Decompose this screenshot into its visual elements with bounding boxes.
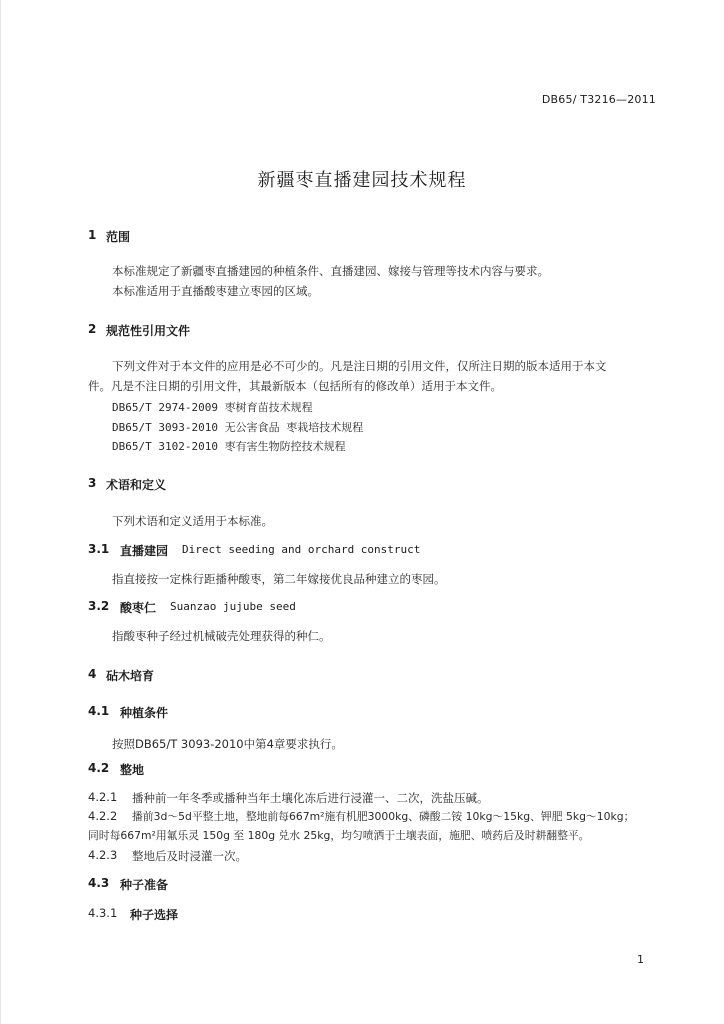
section-4-heading: 砧木培育 xyxy=(106,669,155,683)
clause-4-2-1-text: 播种前一年冬季或播种当年土壤化冻后进行浸灌一、二次，洗盐压碱。 xyxy=(132,791,489,805)
section-4-1-number: 4.1 xyxy=(88,704,110,718)
term-3-2-name: 酸枣仁 xyxy=(120,601,157,615)
section-2-heading: 规范性引用文件 xyxy=(106,324,191,338)
section-4-3-number: 4.3 xyxy=(88,876,110,890)
section-4-3-heading: 种子准备 xyxy=(120,878,169,892)
document-title: 新疆枣直播建园技术规程 xyxy=(257,170,467,191)
section-2-para-1b: 件。凡是不注日期的引用文件，其最新版本（包括所有的修改单）适用于本文件。 xyxy=(88,379,502,393)
clause-4-2-3-text: 整地后及时浸灌一次。 xyxy=(132,849,247,863)
reference-item: DB65/T 2974-2009 枣树育苗技术规程 xyxy=(112,401,313,414)
term-3-1-name: 直播建园 xyxy=(120,544,169,558)
section-4-2-heading: 整地 xyxy=(120,763,145,777)
section-4-1-para: 按照DB65/T 3093-2010中第4章要求执行。 xyxy=(112,737,343,751)
term-3-1-english: Direct seeding and orchard construct xyxy=(182,543,421,556)
reference-item: DB65/T 3102-2010 枣有害生物防控技术规程 xyxy=(112,440,346,453)
term-3-2-number: 3.2 xyxy=(88,599,110,613)
clause-4-2-2-number: 4.2.2 xyxy=(88,809,118,823)
clause-4-2-2-text-b: 同时每667m²用氟乐灵 150g 至 180g 兑水 25kg，均匀喷洒于土壤表面，施肥、喷药后及时耕翻整平。 xyxy=(88,829,590,842)
clause-4-3-1-heading: 种子选择 xyxy=(130,908,179,922)
clause-4-2-1-number: 4.2.1 xyxy=(88,790,118,804)
section-1-heading: 范围 xyxy=(106,230,131,244)
scan-edge xyxy=(0,0,1,1024)
clause-4-3-1-number: 4.3.1 xyxy=(88,906,118,920)
document-code: DB65/ T3216—2011 xyxy=(541,93,656,106)
section-4-2-number: 4.2 xyxy=(88,761,110,775)
clause-4-2-2-text-a: 播前3d～5d平整土地，整地前每667m²施有机肥3000kg、磷酸二铵 10kg～15kg、钾肥 5kg～10kg； xyxy=(132,810,635,823)
term-3-1-number: 3.1 xyxy=(88,542,110,556)
clause-4-2-3-number: 4.2.3 xyxy=(88,848,118,862)
reference-item: DB65/T 3093-2010 无公害食品 枣栽培技术规程 xyxy=(112,421,364,434)
term-3-2-english: Suanzao jujube seed xyxy=(170,600,296,613)
section-1-number: 1 xyxy=(88,228,97,242)
term-3-1-definition: 指直接按一定株行距播种酸枣，第二年嫁接优良品种建立的枣园。 xyxy=(112,572,446,586)
section-2-number: 2 xyxy=(88,322,97,336)
section-4-1-heading: 种植条件 xyxy=(120,706,169,720)
section-4-number: 4 xyxy=(88,667,97,681)
section-1-para-1: 本标准规定了新疆枣直播建园的种植条件、直播建园、嫁接与管理等技术内容与要求。 xyxy=(112,264,549,278)
section-3-para-1: 下列术语和定义适用于本标准。 xyxy=(112,514,273,528)
section-1-para-2: 本标准适用于直播酸枣建立枣园的区域。 xyxy=(112,284,319,298)
page-number: 1 xyxy=(637,953,644,966)
section-3-number: 3 xyxy=(88,476,97,490)
section-2-para-1a: 下列文件对于本文件的应用是必不可少的。凡是注日期的引用文件，仅所注日期的版本适用于本文 xyxy=(112,359,607,373)
term-3-2-definition: 指酸枣种子经过机械破壳处理获得的种仁。 xyxy=(112,629,331,643)
section-3-heading: 术语和定义 xyxy=(106,478,167,492)
